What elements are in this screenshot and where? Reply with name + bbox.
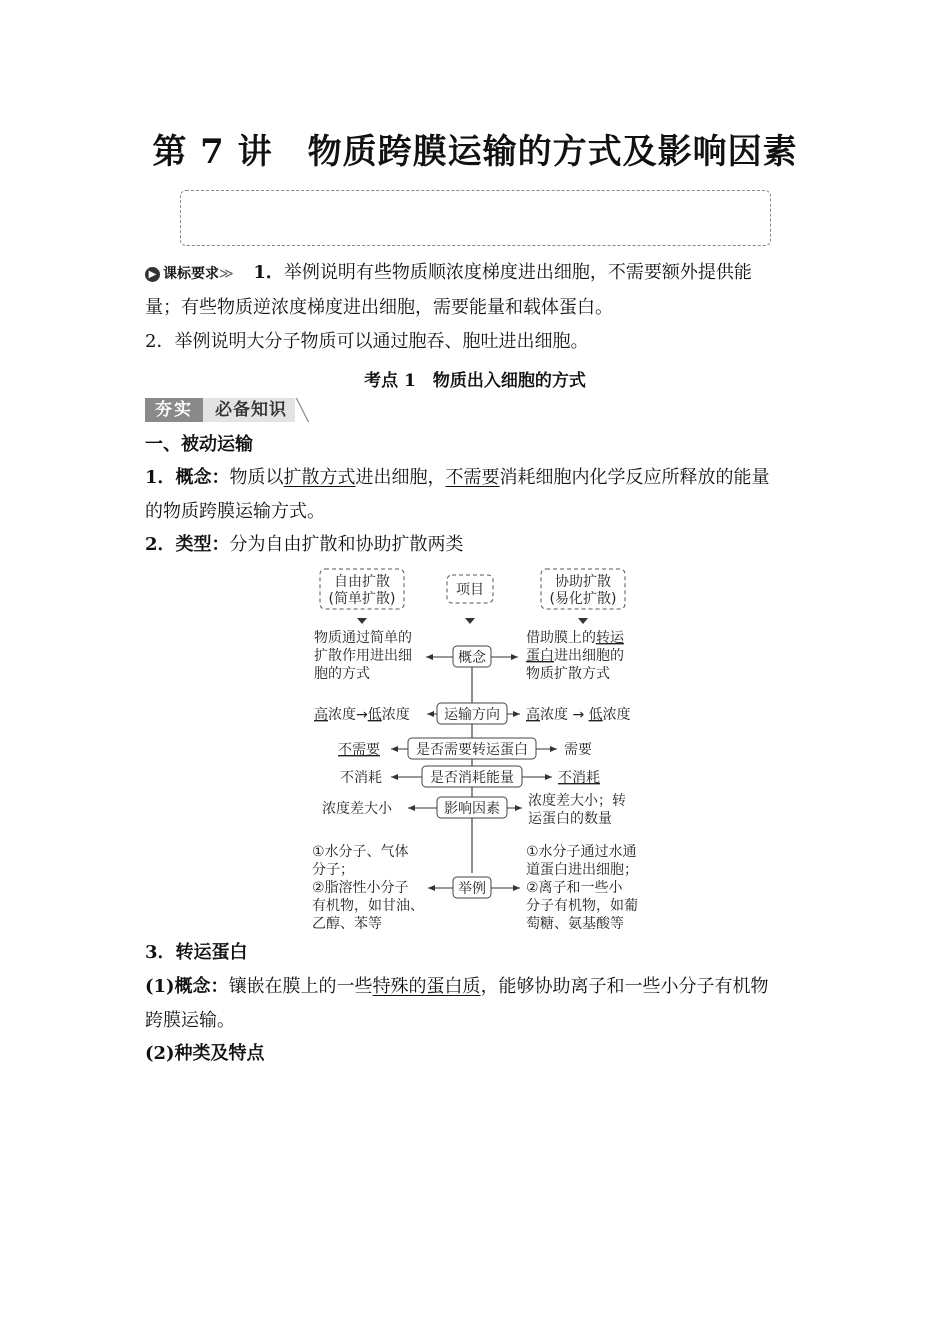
example-right-line5: 萄糖、氨基酸等	[526, 916, 624, 932]
concept-text-a: 物质以	[229, 467, 284, 488]
factor-right-line2: 运蛋白的数量	[528, 811, 612, 827]
down-arrow-center	[465, 618, 475, 624]
example-right-line4: 分子有机物，如葡	[526, 898, 638, 914]
example-left-line5: 乙醇、苯等	[312, 916, 382, 932]
example-box-label: 举例	[458, 881, 486, 897]
down-arrow-left	[357, 618, 367, 624]
direction-right: 高浓度 → 低浓度	[526, 707, 631, 723]
section-heading: 一、被动运输	[145, 434, 253, 455]
req1-number: 1．	[253, 262, 284, 283]
kaodian-heading: 考点 1 物质出入细胞的方式	[364, 371, 586, 391]
banner-slash	[295, 398, 309, 422]
center-header-label: 项目	[456, 582, 484, 598]
concept-underline-1: 扩散方式	[283, 467, 356, 488]
types-label: 2．类型：	[145, 534, 230, 555]
types-text: 分为自由扩散和协助扩散两类	[229, 534, 464, 555]
concept-left-line3: 胞的方式	[314, 666, 370, 682]
left-header-line1: 自由扩散	[334, 574, 390, 590]
transporter-concept-label: (1)概念：	[145, 976, 229, 997]
factor-box-label: 影响因素	[444, 801, 500, 817]
types-paragraph	[145, 528, 810, 562]
transporter-concept-a: 镶嵌在膜上的一些	[228, 976, 373, 997]
energy-left: 不消耗	[340, 770, 382, 786]
concept-paragraph	[145, 461, 810, 529]
example-left-line4: 有机物，如甘油、	[312, 898, 424, 914]
kebiao-tag-label: 课标要求	[163, 266, 219, 282]
example-left-line2: 分子；	[312, 862, 354, 878]
section-banner	[145, 398, 313, 422]
example-right-line3: ②离子和一些小	[526, 880, 623, 896]
transporter-types-heading: (2)种类及特点	[145, 1043, 265, 1064]
transporter-concept	[145, 970, 810, 1038]
factor-left: 浓度差大小	[322, 801, 392, 817]
transporter-box-label: 是否需要转运蛋白	[416, 742, 528, 758]
energy-box-label: 是否消耗能量	[430, 770, 514, 786]
energy-right: 不消耗	[558, 770, 600, 786]
down-arrow-right	[578, 618, 588, 624]
diffusion-comparison-diagram	[300, 562, 650, 934]
example-left-line3: ②脂溶性小分子	[312, 880, 409, 896]
page-title: 第 7 讲 物质跨膜运输的方式及影响因素	[152, 132, 798, 172]
factor-right-line1: 浓度差大小；转	[528, 793, 626, 809]
concept-left-line1: 物质通过简单的	[314, 630, 412, 646]
banner-right: 必备知识	[203, 398, 299, 422]
double-chevron-icon: ≫	[219, 266, 234, 282]
transporter-right: 需要	[564, 742, 592, 758]
arrow-right-icon: ▶	[145, 267, 160, 282]
transporter-heading: 3．转运蛋白	[145, 942, 248, 963]
right-header-line2: (易化扩散)	[549, 591, 617, 607]
example-right-line2: 道蛋白进出细胞；	[526, 862, 638, 878]
transporter-concept-underline: 特殊的蛋白质	[372, 976, 481, 997]
direction-left: 高浓度→低浓度	[314, 707, 410, 723]
transporter-left: 不需要	[338, 742, 380, 758]
concept-right-line2: 蛋白进出细胞的	[526, 648, 624, 664]
empty-dashed-box	[180, 190, 771, 246]
transporter-concept-c: 跨膜运输。	[145, 1010, 235, 1031]
concept-right-line1: 借助膜上的转运	[526, 630, 624, 646]
right-header-line1: 协助扩散	[555, 574, 611, 590]
concept-left-line2: 扩散作用进出细	[314, 648, 412, 664]
concept-right-line3: 物质扩散方式	[526, 666, 610, 682]
banner-left: 夯实	[145, 398, 203, 422]
req1-text: 举例说明有些物质顺浓度梯度进出细胞，不需要额外提供能	[283, 262, 752, 283]
kebiao-tag	[145, 257, 234, 291]
concept-text-d: 的物质跨膜运输方式。	[145, 501, 325, 522]
kebiao-requirement	[145, 256, 810, 359]
transporter-concept-b: ，能够协助离子和一些小分子有机物	[480, 976, 769, 997]
concept-box-label: 概念	[458, 650, 486, 666]
concept-label: 1．概念：	[145, 467, 230, 488]
concept-text-c: 消耗细胞内化学反应所释放的能量	[499, 467, 770, 488]
req1-text-cont: 量；有些物质逆浓度梯度进出细胞，需要能量和载体蛋白。	[145, 297, 613, 318]
req2-text: 2．举例说明大分子物质可以通过胞吞、胞吐进出细胞。	[145, 331, 589, 352]
concept-underline-2: 不需要	[445, 467, 500, 488]
example-left-line1: ①水分子、气体	[312, 844, 409, 860]
example-right-line1: ①水分子通过水通	[526, 844, 637, 860]
concept-text-b: 进出细胞，	[355, 467, 446, 488]
direction-box-label: 运输方向	[444, 707, 500, 723]
left-header-line2: (简单扩散)	[328, 591, 396, 607]
